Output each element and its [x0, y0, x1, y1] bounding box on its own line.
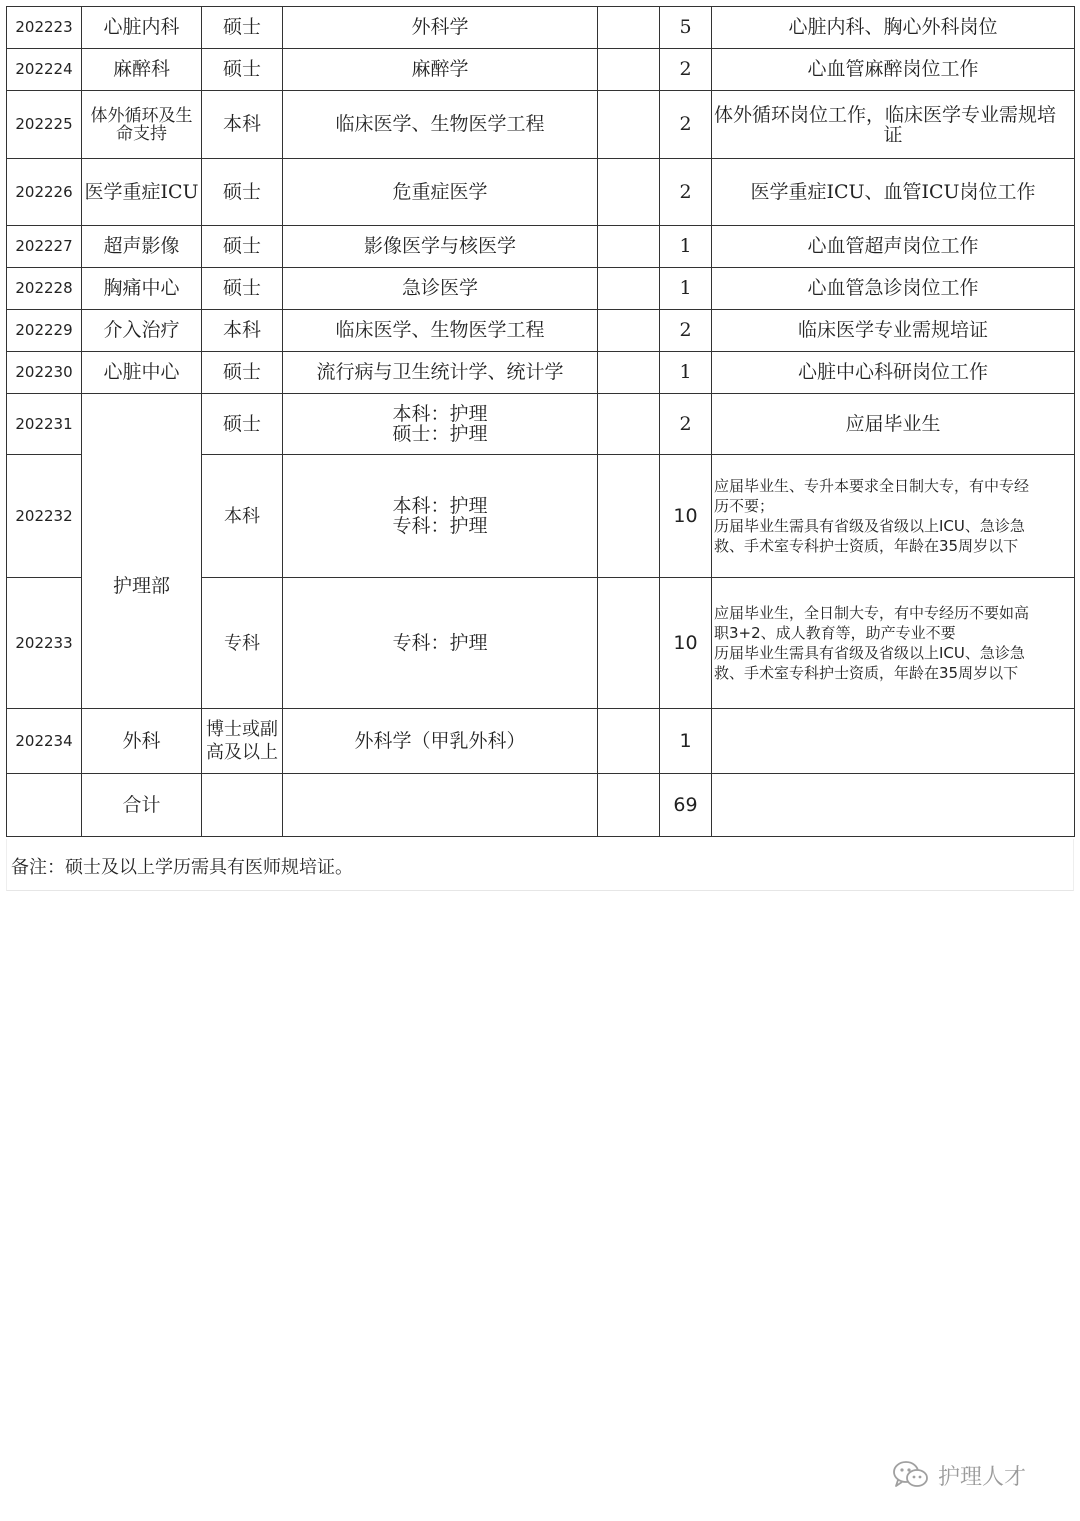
- position-code: 202228: [7, 268, 82, 310]
- empty-cell: [598, 352, 660, 394]
- headcount: 1: [660, 709, 712, 774]
- headcount: 2: [660, 310, 712, 352]
- headcount: 2: [660, 394, 712, 455]
- major: 流行病与卫生统计学、统计学: [283, 352, 598, 394]
- headcount: 2: [660, 49, 712, 91]
- note-line: 救、手术室专科护士资质，年龄在35周岁以下: [714, 537, 1019, 555]
- empty-cell: [598, 774, 660, 837]
- department: 胸痛中心: [82, 268, 202, 310]
- major: [283, 394, 598, 455]
- empty-cell: [598, 578, 660, 709]
- department: 护理部: [112, 574, 170, 597]
- empty-cell: [598, 226, 660, 268]
- note: 心血管麻醉岗位工作: [712, 49, 1075, 91]
- note-line: 应届毕业生、专升本要求全日制大专，有中专经: [714, 477, 1030, 495]
- education: 本科: [202, 310, 283, 352]
- table-row: [7, 394, 1075, 455]
- note-line: 职3+2、成人教育等，助产专业不要: [714, 624, 956, 642]
- major-line: 专科：护理: [392, 515, 488, 537]
- total-count: 69: [660, 774, 712, 837]
- empty-cell: [598, 709, 660, 774]
- major: 临床医学、生物医学工程: [283, 91, 598, 159]
- table-row: [7, 352, 1075, 394]
- headcount: 10: [660, 578, 712, 709]
- note: [712, 709, 1075, 774]
- table-row: [7, 310, 1075, 352]
- empty-cell: [598, 7, 660, 49]
- note-line: 历届毕业生需具有省级及省级以上ICU、急诊急: [714, 644, 1025, 662]
- department: 医学重症ICU: [82, 159, 202, 226]
- position-code: 202225: [7, 91, 82, 159]
- major-line: 本科：护理: [392, 495, 488, 517]
- table-row: [7, 49, 1075, 91]
- note-line: 体外循环岗位工作，临床医学专业需规培: [714, 103, 1057, 126]
- note: [712, 455, 1075, 578]
- empty-cell: [598, 159, 660, 226]
- note: 医学重症ICU、血管ICU岗位工作: [712, 159, 1075, 226]
- headcount: 2: [660, 91, 712, 159]
- education: 专科: [202, 578, 283, 709]
- empty-cell: [598, 49, 660, 91]
- note-line: 救、手术室专科护士资质，年龄在35周岁以下: [714, 664, 1019, 682]
- position-code: 202226: [7, 159, 82, 226]
- position-code: 202234: [7, 709, 82, 774]
- major-line: 本科：护理: [392, 403, 488, 425]
- note: 心脏内科、胸心外科岗位: [712, 7, 1075, 49]
- education: 本科: [202, 91, 283, 159]
- headcount: 2: [660, 159, 712, 226]
- position-code: 202223: [7, 7, 82, 49]
- position-code: 202224: [7, 49, 82, 91]
- note-line: 历届毕业生需具有省级及省级以上ICU、急诊急: [714, 517, 1025, 535]
- department: 介入治疗: [82, 310, 202, 352]
- major: 外科学（甲乳外科）: [283, 709, 598, 774]
- department-merged: [82, 394, 202, 709]
- education: 硕士: [202, 394, 283, 455]
- department: [82, 91, 202, 159]
- watermark-text: 护理人才: [938, 1464, 1027, 1490]
- education: 硕士: [202, 159, 283, 226]
- major: [283, 455, 598, 578]
- table-row: [7, 226, 1075, 268]
- education: 硕士: [202, 268, 283, 310]
- department: 超声影像: [82, 226, 202, 268]
- position-code: 202229: [7, 310, 82, 352]
- department: 外科: [82, 709, 202, 774]
- department: 心脏中心: [82, 352, 202, 394]
- recruitment-table: [6, 6, 1075, 837]
- education: 硕士: [202, 7, 283, 49]
- headcount: 1: [660, 226, 712, 268]
- table-row: [7, 268, 1075, 310]
- note: 心血管超声岗位工作: [712, 226, 1075, 268]
- education: 硕士: [202, 352, 283, 394]
- department: 麻醉科: [82, 49, 202, 91]
- empty-cell: [202, 774, 283, 837]
- department-line: 命支持: [116, 123, 167, 144]
- empty-cell: [598, 268, 660, 310]
- empty-cell: [598, 394, 660, 455]
- empty-cell: [598, 310, 660, 352]
- headcount: 1: [660, 352, 712, 394]
- headcount: 5: [660, 7, 712, 49]
- major: 临床医学、生物医学工程: [283, 310, 598, 352]
- wechat-icon: [892, 1460, 930, 1490]
- department-line: 体外循环及生: [90, 105, 193, 126]
- position-code: 202227: [7, 226, 82, 268]
- education-line: 博士或副: [206, 719, 278, 740]
- total-label: 合计: [82, 774, 202, 837]
- empty-cell: [7, 774, 82, 837]
- note: 应届毕业生: [712, 394, 1075, 455]
- major: 影像医学与核医学: [283, 226, 598, 268]
- note: [712, 91, 1075, 159]
- headcount: 1: [660, 268, 712, 310]
- note-line: 历不要；: [714, 497, 775, 515]
- empty-cell: [283, 774, 598, 837]
- position-code: 202230: [7, 352, 82, 394]
- position-code: 202231: [7, 394, 82, 455]
- table-row: [7, 159, 1075, 226]
- note: 临床医学专业需规培证: [712, 310, 1075, 352]
- note-line: 应届毕业生，全日制大专，有中专经历不要如高: [714, 604, 1030, 622]
- education: 本科: [202, 455, 283, 578]
- note-line: 证: [883, 123, 903, 146]
- empty-cell: [598, 455, 660, 578]
- position-code: 202232: [7, 455, 82, 578]
- empty-cell: [712, 774, 1075, 837]
- education: 硕士: [202, 226, 283, 268]
- education-line: 高及以上: [206, 742, 278, 763]
- empty-cell: [598, 91, 660, 159]
- watermark: [892, 1455, 1026, 1495]
- education: [202, 709, 283, 774]
- major: 危重症医学: [283, 159, 598, 226]
- table-row: [7, 91, 1075, 159]
- note: 心脏中心科研岗位工作: [712, 352, 1075, 394]
- note: [712, 578, 1075, 709]
- table-row: [7, 709, 1075, 774]
- remark-row: [6, 839, 1074, 891]
- major-line: 硕士：护理: [392, 423, 488, 445]
- education: 硕士: [202, 49, 283, 91]
- remark-text: 备注：硕士及以上学历需具有医师规培证。: [11, 857, 353, 878]
- major: 专科：护理: [283, 578, 598, 709]
- department: 心脏内科: [82, 7, 202, 49]
- position-code: 202233: [7, 578, 82, 709]
- headcount: 10: [660, 455, 712, 578]
- note: 心血管急诊岗位工作: [712, 268, 1075, 310]
- total-row: [7, 774, 1075, 837]
- table-row: [7, 7, 1075, 49]
- major: 外科学: [283, 7, 598, 49]
- major: 麻醉学: [283, 49, 598, 91]
- major: 急诊医学: [283, 268, 598, 310]
